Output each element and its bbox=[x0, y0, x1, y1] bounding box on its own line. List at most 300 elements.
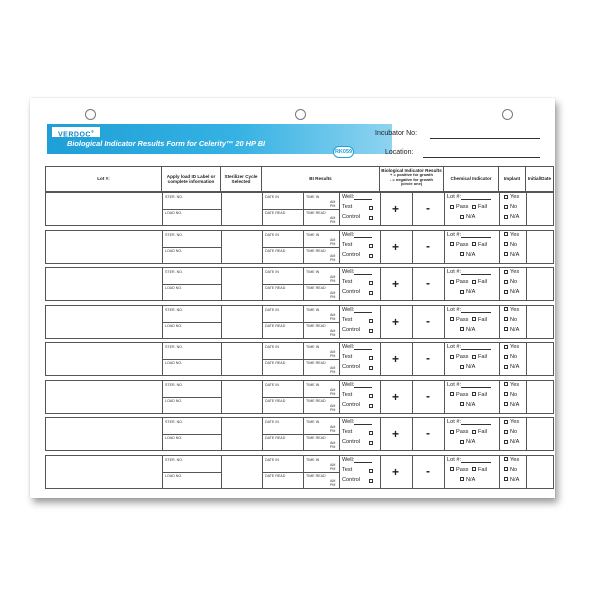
implant-yes-option[interactable]: Yes bbox=[504, 232, 519, 238]
cell-divider bbox=[304, 322, 339, 323]
date-read-label: DATE READ bbox=[265, 436, 286, 440]
fail-checkbox[interactable] bbox=[472, 280, 476, 284]
test-label: Test bbox=[342, 241, 353, 248]
implant-na-checkbox[interactable] bbox=[504, 215, 508, 219]
na-checkbox[interactable] bbox=[460, 215, 464, 219]
test-label: Test bbox=[342, 354, 353, 360]
no-checkbox[interactable] bbox=[504, 430, 508, 434]
ster-no-label: STER. NO. bbox=[165, 232, 183, 237]
incubator-label: Incubator No: bbox=[375, 130, 418, 137]
pass-checkbox[interactable] bbox=[450, 430, 454, 434]
bi-positive-cell[interactable] bbox=[380, 193, 412, 225]
na-option[interactable]: N/A bbox=[460, 402, 475, 408]
bi-positive-cell[interactable] bbox=[380, 418, 412, 450]
pm-label: PM bbox=[330, 370, 336, 374]
initial-date-cell[interactable] bbox=[526, 268, 555, 300]
bi-positive-cell[interactable] bbox=[380, 343, 412, 375]
fail-option[interactable]: Fail bbox=[472, 429, 487, 435]
load-id-cell bbox=[162, 456, 221, 488]
well-col bbox=[339, 193, 381, 225]
pass-checkbox[interactable] bbox=[450, 355, 454, 359]
am-label: AM bbox=[330, 291, 336, 295]
well-label: Well: bbox=[342, 194, 372, 200]
fail-option[interactable]: Fail bbox=[472, 204, 487, 210]
pm-label: PM bbox=[330, 332, 336, 337]
na-option[interactable]: N/A bbox=[460, 477, 475, 483]
plus-symbol: + bbox=[392, 202, 400, 216]
col-sterilizer-cycle: Sterilizer Cycle Selected bbox=[220, 166, 261, 192]
plus-symbol: + bbox=[392, 352, 400, 366]
cell-divider bbox=[263, 247, 303, 248]
implant-na-checkbox[interactable] bbox=[504, 477, 508, 481]
implant-cell bbox=[499, 418, 526, 450]
load-id-cell bbox=[162, 268, 221, 300]
pass-option[interactable]: Pass bbox=[450, 204, 468, 210]
plus-symbol: + bbox=[392, 464, 400, 479]
na-checkbox[interactable] bbox=[460, 327, 464, 331]
pm-label: PM bbox=[330, 354, 336, 358]
am-label: AM bbox=[330, 253, 336, 258]
yes-checkbox[interactable] bbox=[504, 195, 508, 199]
control-checkbox[interactable] bbox=[369, 479, 373, 483]
implant-yes-option[interactable]: Yes bbox=[504, 382, 519, 388]
load-no-label: LOAD NO. bbox=[165, 248, 183, 253]
na-checkbox[interactable] bbox=[460, 440, 464, 444]
table-row bbox=[45, 267, 554, 301]
implant-na-option[interactable]: N/A bbox=[504, 289, 519, 295]
cell-divider bbox=[163, 359, 221, 360]
time-in-label: TIME IN bbox=[306, 345, 320, 349]
sterilizer-cycle-cell[interactable] bbox=[221, 381, 262, 413]
test-label: Test bbox=[342, 204, 353, 210]
date-col bbox=[263, 456, 303, 488]
na-option[interactable]: N/A bbox=[460, 289, 475, 295]
bi-positive-cell[interactable] bbox=[380, 306, 412, 338]
test-label: Test bbox=[342, 316, 353, 323]
time-read-label: TIME READ bbox=[306, 436, 326, 440]
fail-checkbox[interactable] bbox=[472, 355, 476, 359]
table-row bbox=[45, 230, 554, 264]
initial-date-cell[interactable] bbox=[526, 381, 555, 413]
initial-date-cell[interactable] bbox=[526, 418, 555, 450]
fail-option[interactable]: Fail bbox=[472, 317, 487, 323]
test-checkbox[interactable] bbox=[369, 394, 373, 398]
col-lot: Lot #: bbox=[45, 166, 161, 192]
pass-checkbox[interactable] bbox=[450, 242, 454, 246]
bi-results-cell bbox=[262, 381, 380, 413]
bi-results-cell bbox=[262, 231, 380, 263]
na-checkbox[interactable] bbox=[460, 477, 464, 481]
implant-na-checkbox[interactable] bbox=[504, 327, 508, 331]
na-option[interactable]: N/A bbox=[460, 327, 475, 333]
bi-negative-cell[interactable] bbox=[412, 381, 444, 413]
pass-option[interactable]: Pass bbox=[450, 317, 468, 323]
initial-date-cell[interactable] bbox=[526, 231, 555, 263]
na-option[interactable]: N/A bbox=[460, 252, 475, 258]
cell-divider bbox=[263, 322, 303, 323]
minus-symbol: - bbox=[426, 426, 430, 440]
bi-positive-cell[interactable] bbox=[380, 456, 412, 488]
fail-checkbox[interactable] bbox=[472, 430, 476, 434]
no-checkbox[interactable] bbox=[504, 317, 508, 321]
implant-cell bbox=[499, 231, 526, 263]
chemical-indicator-cell bbox=[444, 381, 499, 413]
time-col bbox=[303, 343, 339, 375]
ster-no-label: STER. NO. bbox=[165, 345, 183, 349]
incubator-field[interactable] bbox=[430, 138, 540, 139]
no-checkbox[interactable] bbox=[504, 392, 508, 396]
implant-na-checkbox[interactable] bbox=[504, 440, 508, 444]
pm-label: PM bbox=[330, 257, 336, 262]
implant-yes-option[interactable]: Yes bbox=[504, 419, 519, 425]
plus-symbol: + bbox=[392, 427, 400, 441]
well-label: Well: bbox=[342, 307, 372, 313]
initial-date-cell[interactable] bbox=[526, 306, 555, 338]
col-chemical-indicator: Chemical Indicator bbox=[443, 166, 498, 192]
ster-no-label: STER. NO. bbox=[165, 382, 183, 387]
yes-checkbox[interactable] bbox=[504, 232, 508, 236]
test-checkbox[interactable] bbox=[369, 469, 373, 473]
chem-lot-label: Lot #: bbox=[447, 382, 491, 388]
time-in-label: TIME IN bbox=[306, 457, 320, 462]
pass-option[interactable]: Pass bbox=[450, 279, 468, 285]
implant-na-option[interactable]: N/A bbox=[504, 439, 519, 445]
pm-label: PM bbox=[330, 220, 336, 224]
sterilizer-cycle-cell[interactable] bbox=[221, 306, 262, 338]
control-checkbox[interactable] bbox=[369, 366, 373, 370]
punch-hole bbox=[295, 109, 306, 120]
initial-date-cell[interactable] bbox=[526, 456, 555, 488]
plus-symbol: + bbox=[392, 277, 400, 291]
minus-symbol: - bbox=[426, 276, 430, 290]
minus-symbol: - bbox=[426, 238, 430, 253]
no-checkbox[interactable] bbox=[504, 355, 508, 359]
col-initial-date: Initial/Date bbox=[525, 166, 554, 192]
implant-na-checkbox[interactable] bbox=[504, 252, 508, 256]
implant-na-option[interactable]: N/A bbox=[504, 402, 519, 408]
control-checkbox[interactable] bbox=[369, 329, 373, 333]
load-id-cell bbox=[162, 381, 221, 413]
time-in-label: TIME IN bbox=[306, 420, 320, 424]
bi-results-cell bbox=[262, 418, 380, 450]
implant-yes-option[interactable]: Yes bbox=[504, 344, 519, 350]
na-checkbox[interactable] bbox=[460, 290, 464, 294]
well-col bbox=[339, 418, 381, 450]
control-checkbox[interactable] bbox=[369, 404, 373, 408]
fail-checkbox[interactable] bbox=[472, 205, 476, 209]
sterilizer-cycle-cell[interactable] bbox=[221, 456, 262, 488]
bi-positive-cell[interactable] bbox=[380, 381, 412, 413]
implant-cell bbox=[499, 193, 526, 225]
minus-symbol: - bbox=[426, 201, 430, 215]
time-read-label: TIME READ bbox=[306, 211, 326, 215]
yes-checkbox[interactable] bbox=[504, 382, 508, 386]
plus-symbol: + bbox=[392, 239, 400, 254]
implant-na-checkbox[interactable] bbox=[504, 290, 508, 294]
pass-checkbox[interactable] bbox=[450, 280, 454, 284]
na-checkbox[interactable] bbox=[460, 365, 464, 369]
pass-checkbox[interactable] bbox=[450, 205, 454, 209]
yes-checkbox[interactable] bbox=[504, 307, 508, 311]
well-label: Well: bbox=[342, 419, 372, 425]
test-checkbox[interactable] bbox=[369, 281, 373, 285]
date-in-label: DATE IN bbox=[265, 270, 279, 274]
well-label: Well: bbox=[342, 457, 372, 463]
control-label: Control bbox=[342, 326, 361, 333]
implant-no-option[interactable]: No bbox=[504, 392, 517, 398]
implant-cell bbox=[499, 456, 526, 488]
load-id-cell bbox=[162, 306, 221, 338]
implant-cell bbox=[499, 381, 526, 413]
lot-cell[interactable] bbox=[46, 306, 162, 338]
well-col bbox=[339, 343, 381, 375]
bi-negative-cell[interactable] bbox=[412, 418, 444, 450]
load-no-label: LOAD NO. bbox=[165, 361, 183, 365]
location-label: Location: bbox=[385, 149, 414, 156]
bi-negative-cell[interactable] bbox=[412, 193, 444, 225]
table-row bbox=[45, 417, 554, 451]
fail-checkbox[interactable] bbox=[472, 242, 476, 246]
fail-option[interactable]: Fail bbox=[472, 242, 487, 248]
sterilizer-cycle-cell[interactable] bbox=[221, 231, 262, 263]
cell-divider bbox=[163, 247, 221, 248]
date-read-label: DATE READ bbox=[265, 248, 286, 253]
date-col bbox=[263, 418, 303, 450]
control-label: Control bbox=[342, 289, 361, 295]
control-checkbox[interactable] bbox=[369, 216, 373, 220]
cell-divider bbox=[163, 434, 221, 435]
time-col bbox=[303, 231, 339, 263]
cell-divider bbox=[163, 472, 221, 473]
implant-na-option[interactable]: N/A bbox=[504, 364, 519, 370]
no-checkbox[interactable] bbox=[504, 205, 508, 209]
lot-cell[interactable] bbox=[46, 193, 162, 225]
test-checkbox[interactable] bbox=[369, 206, 373, 210]
pm-label: PM bbox=[330, 407, 336, 412]
bi-negative-cell[interactable] bbox=[412, 343, 444, 375]
time-read-label: TIME READ bbox=[306, 473, 326, 478]
fail-option[interactable]: Fail bbox=[472, 354, 487, 360]
implant-na-option[interactable]: N/A bbox=[504, 252, 519, 258]
well-label: Well: bbox=[342, 344, 372, 350]
implant-na-option[interactable]: N/A bbox=[504, 477, 519, 483]
well-col bbox=[339, 381, 381, 413]
chem-lot-label: Lot #: bbox=[447, 269, 491, 275]
cell-divider bbox=[263, 359, 303, 360]
fail-option[interactable]: Fail bbox=[472, 467, 487, 473]
pass-option[interactable]: Pass bbox=[450, 467, 468, 473]
sterilizer-cycle-cell[interactable] bbox=[221, 268, 262, 300]
test-checkbox[interactable] bbox=[369, 356, 373, 360]
implant-no-option[interactable]: No bbox=[504, 429, 517, 435]
pass-checkbox[interactable] bbox=[450, 467, 454, 471]
table-row bbox=[45, 305, 554, 339]
pm-label: PM bbox=[330, 445, 336, 449]
no-checkbox[interactable] bbox=[504, 280, 508, 284]
form-sheet bbox=[30, 98, 555, 498]
lot-cell[interactable] bbox=[46, 231, 162, 263]
fail-checkbox[interactable] bbox=[472, 392, 476, 396]
cell-divider bbox=[304, 209, 339, 210]
bi-negative-cell[interactable] bbox=[412, 306, 444, 338]
bi-negative-cell[interactable] bbox=[412, 231, 444, 263]
fail-checkbox[interactable] bbox=[472, 467, 476, 471]
initial-date-cell[interactable] bbox=[526, 343, 555, 375]
time-col bbox=[303, 456, 339, 488]
implant-no-option[interactable]: No bbox=[504, 354, 517, 360]
bi-positive-legend: + = positive for growth bbox=[390, 172, 433, 178]
yes-checkbox[interactable] bbox=[504, 270, 508, 274]
test-checkbox[interactable] bbox=[369, 319, 373, 323]
pass-checkbox[interactable] bbox=[450, 392, 454, 396]
bi-results-cell bbox=[262, 306, 380, 338]
implant-yes-option[interactable]: Yes bbox=[504, 194, 519, 200]
chem-lot-label: Lot #: bbox=[447, 344, 491, 350]
na-checkbox[interactable] bbox=[460, 252, 464, 256]
date-in-label: DATE IN bbox=[265, 420, 279, 424]
location-field[interactable] bbox=[423, 157, 540, 158]
pass-option[interactable]: Pass bbox=[450, 429, 468, 435]
pm-label: PM bbox=[330, 391, 336, 396]
load-no-label: LOAD NO. bbox=[165, 436, 183, 440]
cell-divider bbox=[304, 247, 339, 248]
lot-cell[interactable] bbox=[46, 381, 162, 413]
date-read-label: DATE READ bbox=[265, 286, 286, 290]
date-read-label: DATE READ bbox=[265, 398, 286, 403]
fail-checkbox[interactable] bbox=[472, 317, 476, 321]
pass-checkbox[interactable] bbox=[450, 317, 454, 321]
lot-cell[interactable] bbox=[46, 418, 162, 450]
chem-lot-label: Lot #: bbox=[447, 457, 491, 463]
implant-no-option[interactable]: No bbox=[504, 467, 517, 473]
time-in-label: TIME IN bbox=[306, 232, 320, 237]
sterilizer-cycle-cell[interactable] bbox=[221, 343, 262, 375]
bi-results-cell bbox=[262, 268, 380, 300]
bi-negative-cell[interactable] bbox=[412, 268, 444, 300]
test-checkbox[interactable] bbox=[369, 244, 373, 248]
time-col bbox=[303, 268, 339, 300]
lot-cell[interactable] bbox=[46, 268, 162, 300]
lot-cell[interactable] bbox=[46, 343, 162, 375]
sterilizer-cycle-cell[interactable] bbox=[221, 193, 262, 225]
am-label: AM bbox=[330, 275, 336, 279]
am-label: AM bbox=[330, 425, 336, 429]
am-label: AM bbox=[330, 478, 336, 483]
chem-lot-label: Lot #: bbox=[447, 307, 491, 313]
implant-no-option[interactable]: No bbox=[504, 242, 517, 248]
yes-checkbox[interactable] bbox=[504, 345, 508, 349]
pass-option[interactable]: Pass bbox=[450, 354, 468, 360]
implant-cell bbox=[499, 343, 526, 375]
bi-positive-cell[interactable] bbox=[380, 268, 412, 300]
chem-lot-label: Lot #: bbox=[447, 194, 491, 200]
bi-results-cell bbox=[262, 193, 380, 225]
bi-negative-cell[interactable] bbox=[412, 456, 444, 488]
chemical-indicator-cell bbox=[444, 343, 499, 375]
am-label: AM bbox=[330, 237, 336, 242]
no-checkbox[interactable] bbox=[504, 242, 508, 246]
load-no-label: LOAD NO. bbox=[165, 398, 183, 403]
na-option[interactable]: N/A bbox=[460, 439, 475, 445]
pm-label: PM bbox=[330, 429, 336, 433]
time-in-label: TIME IN bbox=[306, 382, 320, 387]
chem-lot-label: Lot #: bbox=[447, 419, 491, 425]
test-checkbox[interactable] bbox=[369, 431, 373, 435]
no-checkbox[interactable] bbox=[504, 467, 508, 471]
implant-na-option[interactable]: N/A bbox=[504, 214, 519, 220]
implant-cell bbox=[499, 268, 526, 300]
implant-no-option[interactable]: No bbox=[504, 279, 517, 285]
sterilizer-cycle-cell[interactable] bbox=[221, 418, 262, 450]
na-option[interactable]: N/A bbox=[460, 214, 475, 220]
col-apply-label: Apply load ID Label or complete information bbox=[161, 166, 220, 192]
implant-no-option[interactable]: No bbox=[504, 204, 517, 210]
fail-option[interactable]: Fail bbox=[472, 279, 487, 285]
implant-yes-option[interactable]: Yes bbox=[504, 307, 519, 313]
plus-symbol: + bbox=[392, 314, 400, 329]
na-option[interactable]: N/A bbox=[460, 364, 475, 370]
minus-symbol: - bbox=[426, 313, 430, 328]
implant-yes-option[interactable]: Yes bbox=[504, 457, 519, 463]
test-label: Test bbox=[342, 466, 353, 473]
date-in-label: DATE IN bbox=[265, 382, 279, 387]
bi-negative-legend: - = negative for growth bbox=[389, 176, 433, 182]
test-label: Test bbox=[342, 429, 353, 435]
implant-yes-option[interactable]: Yes bbox=[504, 269, 519, 275]
ster-no-label: STER. NO. bbox=[165, 420, 183, 424]
bi-positive-cell[interactable] bbox=[380, 231, 412, 263]
am-label: AM bbox=[330, 462, 336, 467]
control-checkbox[interactable] bbox=[369, 441, 373, 445]
table-row bbox=[45, 342, 554, 376]
well-col bbox=[339, 268, 381, 300]
implant-na-option[interactable]: N/A bbox=[504, 327, 519, 333]
plus-symbol: + bbox=[392, 389, 400, 404]
test-label: Test bbox=[342, 391, 353, 398]
ster-no-label: STER. NO. bbox=[165, 307, 183, 312]
table-row bbox=[45, 192, 554, 226]
chemical-indicator-cell bbox=[444, 231, 499, 263]
brand-logo: VERDOC® bbox=[52, 127, 100, 137]
am-label: AM bbox=[330, 387, 336, 392]
test-label: Test bbox=[342, 279, 353, 285]
date-in-label: DATE IN bbox=[265, 307, 279, 312]
fail-option[interactable]: Fail bbox=[472, 392, 487, 398]
cell-divider bbox=[163, 209, 221, 210]
implant-no-option[interactable]: No bbox=[504, 317, 517, 323]
minus-symbol: - bbox=[426, 388, 430, 403]
na-checkbox[interactable] bbox=[460, 402, 464, 406]
pass-option[interactable]: Pass bbox=[450, 242, 468, 248]
load-no-label: LOAD NO. bbox=[165, 211, 183, 215]
yes-checkbox[interactable] bbox=[504, 420, 508, 424]
implant-na-checkbox[interactable] bbox=[504, 365, 508, 369]
time-read-label: TIME READ bbox=[306, 286, 326, 290]
control-label: Control bbox=[342, 214, 361, 220]
control-label: Control bbox=[342, 476, 361, 483]
control-checkbox[interactable] bbox=[369, 254, 373, 258]
chemical-indicator-cell bbox=[444, 418, 499, 450]
implant-na-checkbox[interactable] bbox=[504, 402, 508, 406]
lot-cell[interactable] bbox=[46, 456, 162, 488]
well-col bbox=[339, 231, 381, 263]
chemical-indicator-cell bbox=[444, 456, 499, 488]
control-checkbox[interactable] bbox=[369, 291, 373, 295]
pass-option[interactable]: Pass bbox=[450, 392, 468, 398]
yes-checkbox[interactable] bbox=[504, 457, 508, 461]
time-col bbox=[303, 381, 339, 413]
initial-date-cell[interactable] bbox=[526, 193, 555, 225]
